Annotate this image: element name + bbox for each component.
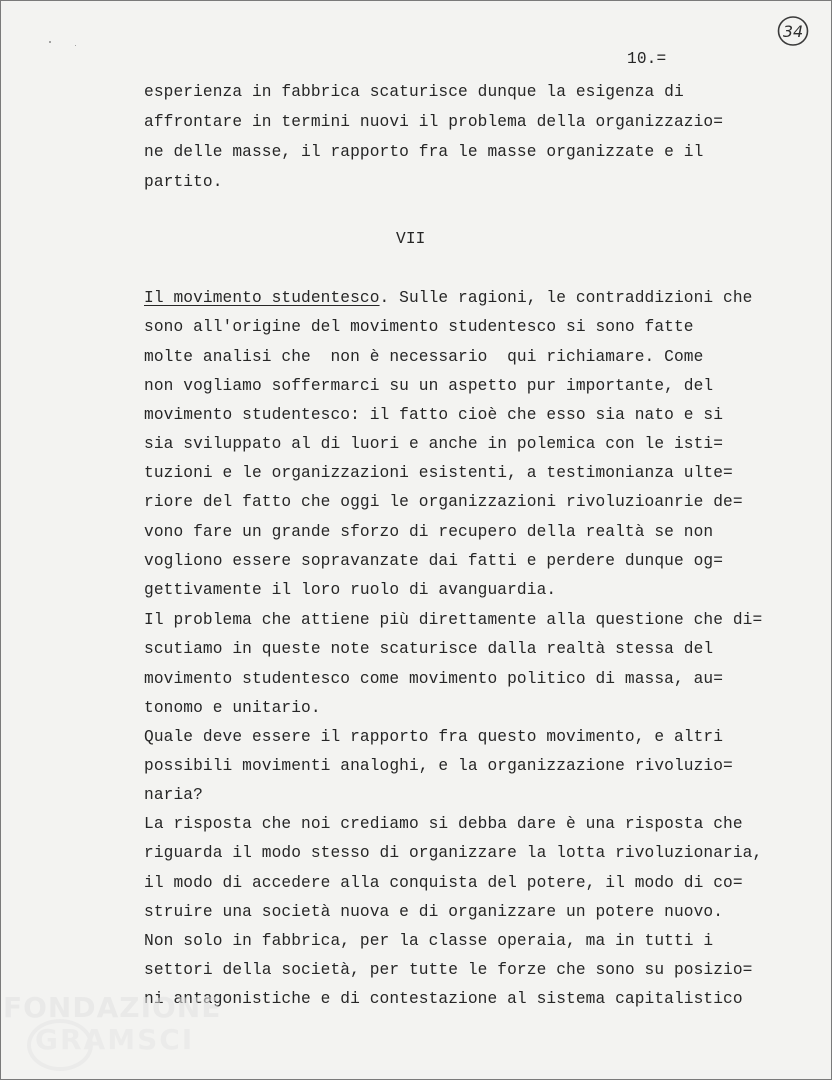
text-line: affrontare in termini nuovi il problema della organizzazio= [144, 113, 724, 131]
section-first-line [144, 288, 752, 308]
text-line: riore del fatto che oggi le organizzazioni rivoluzioanrie de= [144, 493, 743, 511]
archive-stamp [777, 15, 809, 47]
text-line: scutiamo in queste note scaturisce dalla realtà stessa del [144, 640, 714, 658]
text-line: settori della società, per tutte le forze che sono su posizio= [144, 961, 753, 979]
text-line: riguarda il modo stesso di organizzare la lotta rivoluzionaria, [144, 844, 763, 862]
text-line: vogliono essere sopravanzate dai fatti e perdere dunque og= [144, 552, 724, 570]
text-line: vono fare un grande sforzo di recupero della realtà se non [144, 523, 714, 541]
text-line: ni antagonistiche e di contestazione al sistema capitalistico [144, 990, 743, 1008]
text-line: possibili movimenti analoghi, e la organizzazione rivoluzio= [144, 757, 733, 775]
text-line: tonomo e unitario. [144, 699, 321, 717]
section-first-line-rest: . Sulle ragioni, le contraddizioni che [379, 289, 753, 307]
text-line: gettivamente il loro ruolo di avanguardia. [144, 581, 557, 599]
paper-speck [75, 45, 76, 46]
text-line: esperienza in fabbrica scaturisce dunque la esigenza di [144, 83, 684, 101]
text-line: naria? [144, 786, 203, 804]
page-number: 10.= [627, 50, 667, 68]
watermark-text-top: FONDAZIONE [3, 991, 222, 1024]
paper-speck [49, 41, 51, 43]
text-line: movimento studentesco come movimento politico di massa, au= [144, 670, 724, 688]
watermark-text-bottom: GRAMSCI [35, 1023, 195, 1056]
text-line: La risposta che noi crediamo si debba dare è una risposta che [144, 815, 743, 833]
section-heading: VII [396, 230, 426, 248]
text-line: movimento studentesco: il fatto cioè che esso sia nato e si [144, 406, 724, 424]
text-line: Il problema che attiene più direttamente alla questione che di= [144, 611, 763, 629]
text-line: partito. [144, 173, 223, 191]
text-line: sia sviluppato al di luori e anche in polemica con le isti= [144, 435, 724, 453]
circled-number-icon [777, 15, 809, 47]
text-line: struire una società nuova e di organizzare un potere nuovo. [144, 903, 724, 921]
archive-number-text: 34 [782, 22, 804, 41]
section-title-underlined: Il movimento studentesco [144, 289, 380, 307]
text-line: tuzioni e le organizzazioni esistenti, a testimonianza ulte= [144, 464, 733, 482]
text-line: molte analisi che non è necessario qui richiamare. Come [144, 348, 704, 366]
text-line: sono all'origine del movimento studentesco si sono fatte [144, 318, 694, 336]
text-line: Quale deve essere il rapporto fra questo movimento, e altri [144, 728, 724, 746]
text-line: Non solo in fabbrica, per la classe operaia, ma in tutti i [144, 932, 714, 950]
archive-watermark [3, 983, 222, 1073]
text-line: non vogliamo soffermarci su un aspetto pur importante, del [144, 377, 714, 395]
text-line: il modo di accedere alla conquista del potere, il modo di co= [144, 874, 743, 892]
text-line: ne delle masse, il rapporto fra le masse organizzate e il [144, 143, 704, 161]
